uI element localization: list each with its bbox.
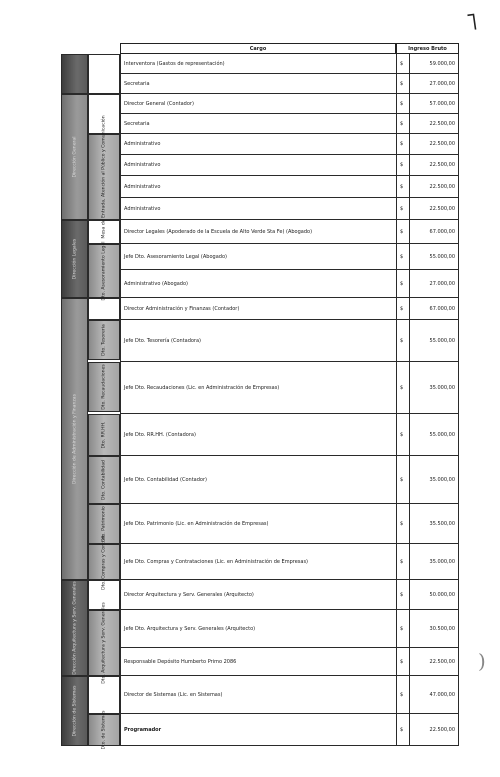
department-label: Dto. Arquitectura y Serv. Generales bbox=[101, 602, 107, 684]
department-band-asesoramiento-legal bbox=[88, 241, 120, 301]
department-label: Dto. RR.HH. bbox=[101, 421, 107, 449]
salary-cell: 35.000,00 bbox=[409, 544, 459, 580]
area-label: Dirección Arquitectura y Serv. Generales bbox=[72, 581, 77, 675]
empty-cell bbox=[88, 54, 120, 94]
position-cell: Jefe Dto. RR.HH. (Contadora) bbox=[120, 414, 396, 456]
currency-cell: $ bbox=[396, 198, 409, 220]
department-band-tesoreria bbox=[88, 320, 120, 360]
department-label: Dto. Asesoramiento Legal bbox=[101, 241, 107, 301]
currency-cell: $ bbox=[396, 270, 409, 298]
salary-cell: 55.000,00 bbox=[409, 320, 459, 362]
scan-mark-top: ˥ bbox=[464, 7, 480, 37]
salary-cell: 35.000,00 bbox=[409, 362, 459, 414]
area-band-direccion-legales bbox=[61, 220, 88, 298]
salary-cell: 35.500,00 bbox=[409, 504, 459, 544]
salary-cell: 35.000,00 bbox=[409, 456, 459, 504]
position-cell: Responsable Depósito Humberto Primo 2086 bbox=[120, 648, 396, 676]
area-label: Dirección Legales bbox=[72, 238, 77, 280]
salary-cell: 22.500,00 bbox=[409, 198, 459, 220]
area-band-direccion-general bbox=[61, 94, 88, 220]
currency-cell: $ bbox=[396, 114, 409, 134]
currency-cell: $ bbox=[396, 580, 409, 610]
position-cell: Jefe Dto. Compras y Contrataciones (Lic. en Administración de Empresas) bbox=[120, 544, 396, 580]
salary-cell: 22.500,00 bbox=[409, 134, 459, 155]
currency-cell: $ bbox=[396, 648, 409, 676]
salary-cell: 27.000,00 bbox=[409, 270, 459, 298]
salary-cell: 22.500,00 bbox=[409, 714, 459, 746]
currency-cell: $ bbox=[396, 456, 409, 504]
salary-cell: 50.000,00 bbox=[409, 580, 459, 610]
currency-cell: $ bbox=[396, 94, 409, 114]
area-label: Dirección de Sistemas bbox=[72, 685, 77, 737]
position-cell: Director General (Contador) bbox=[120, 94, 396, 114]
salary-cell: 59.000,00 bbox=[409, 54, 459, 74]
empty-cell bbox=[88, 298, 120, 320]
position-cell: Programador bbox=[120, 714, 396, 746]
position-cell: Jefe Dto. Asesoramiento Legal (Abogado) bbox=[120, 244, 396, 270]
position-cell: Jefe Dto. Arquitectura y Serv. Generales (Arquitecto) bbox=[120, 610, 396, 648]
area-band-direccion-admin bbox=[61, 298, 88, 580]
position-cell: Administrativo bbox=[120, 198, 396, 220]
salary-cell: 47.000,00 bbox=[409, 676, 459, 714]
salary-cell: 27.000,00 bbox=[409, 74, 459, 94]
area-band-intendencia bbox=[61, 54, 88, 94]
department-band-recaudaciones bbox=[88, 362, 120, 412]
scan-mark-right: ) bbox=[478, 649, 486, 673]
currency-cell: $ bbox=[396, 134, 409, 155]
currency-cell: $ bbox=[396, 610, 409, 648]
position-cell: Director de Sistemas (Lic. en Sistemas) bbox=[120, 676, 396, 714]
column-header-cargo: Cargo bbox=[120, 43, 396, 54]
department-label: Dto. Contabilidad bbox=[101, 460, 107, 500]
position-cell: Interventora (Gastos de representación) bbox=[120, 54, 396, 74]
currency-cell: $ bbox=[396, 155, 409, 176]
position-cell: Jefe Dto. Recaudaciones (Lic. en Administración de Empresas) bbox=[120, 362, 396, 414]
currency-cell: $ bbox=[396, 676, 409, 714]
position-cell: Secretaria bbox=[120, 74, 396, 94]
currency-cell: $ bbox=[396, 244, 409, 270]
currency-cell: $ bbox=[396, 320, 409, 362]
salary-cell: 30.500,00 bbox=[409, 610, 459, 648]
salary-cell: 67.000,00 bbox=[409, 220, 459, 244]
position-cell: Jefe Dto. Patrimonio (Lic. en Administración de Empresas) bbox=[120, 504, 396, 544]
department-label: Dto. Patrimonio bbox=[101, 506, 107, 542]
department-band-contabilidad bbox=[88, 456, 120, 504]
position-cell: Director Arquitectura y Serv. Generales (Arquitecto) bbox=[120, 580, 396, 610]
currency-cell: $ bbox=[396, 176, 409, 198]
currency-cell: $ bbox=[396, 54, 409, 74]
department-band-mesa-entrada bbox=[88, 115, 120, 239]
department-label: Dto. Recaudaciones bbox=[101, 364, 107, 410]
currency-cell: $ bbox=[396, 504, 409, 544]
position-cell: Director Administración y Finanzas (Contador) bbox=[120, 298, 396, 320]
currency-cell: $ bbox=[396, 220, 409, 244]
department-label: Mesa de Entrada, Atención al Público y Comunicación bbox=[101, 115, 107, 239]
department-band-rrhh bbox=[88, 414, 120, 456]
position-cell: Jefe Dto. Tesorería (Contadora) bbox=[120, 320, 396, 362]
position-cell: Secretaria bbox=[120, 114, 396, 134]
salary-cell: 22.500,00 bbox=[409, 155, 459, 176]
salary-cell: 67.000,00 bbox=[409, 298, 459, 320]
area-label: Dirección General bbox=[72, 136, 77, 178]
department-label: Dto. Tesorería bbox=[101, 324, 107, 356]
department-label: Dto. Compras y Contrat. bbox=[101, 534, 107, 590]
position-cell: Administrativo bbox=[120, 134, 396, 155]
department-band-compras bbox=[88, 534, 120, 590]
currency-cell: $ bbox=[396, 74, 409, 94]
salary-cell: 55.000,00 bbox=[409, 244, 459, 270]
column-header-ingreso: Ingreso Bruto bbox=[396, 43, 459, 54]
area-band-direccion-arq bbox=[61, 580, 88, 676]
salary-cell: 57.000,00 bbox=[409, 94, 459, 114]
salary-cell: 22.500,00 bbox=[409, 648, 459, 676]
position-cell: Administrativo bbox=[120, 176, 396, 198]
department-band-arq-serv bbox=[88, 602, 120, 684]
currency-cell: $ bbox=[396, 298, 409, 320]
currency-cell: $ bbox=[396, 714, 409, 746]
department-band-sistemas bbox=[88, 710, 120, 750]
area-band-direccion-sistemas bbox=[61, 676, 88, 746]
currency-cell: $ bbox=[396, 544, 409, 580]
position-cell: Director Legales (Apoderado de la Escuela de Alto Verde Sta Fe) (Abogado) bbox=[120, 220, 396, 244]
area-label: Dirección de Administración y Finanzas bbox=[72, 394, 77, 484]
salary-cell: 55.000,00 bbox=[409, 414, 459, 456]
currency-cell: $ bbox=[396, 362, 409, 414]
department-label: Dto. de Sistemas bbox=[101, 710, 107, 750]
position-cell: Administrativo (Abogado) bbox=[120, 270, 396, 298]
position-cell: Administrativo bbox=[120, 155, 396, 176]
position-cell: Jefe Dto. Contabilidad (Contador) bbox=[120, 456, 396, 504]
salary-cell: 22.500,00 bbox=[409, 176, 459, 198]
currency-cell: $ bbox=[396, 414, 409, 456]
salary-cell: 22.500,00 bbox=[409, 114, 459, 134]
